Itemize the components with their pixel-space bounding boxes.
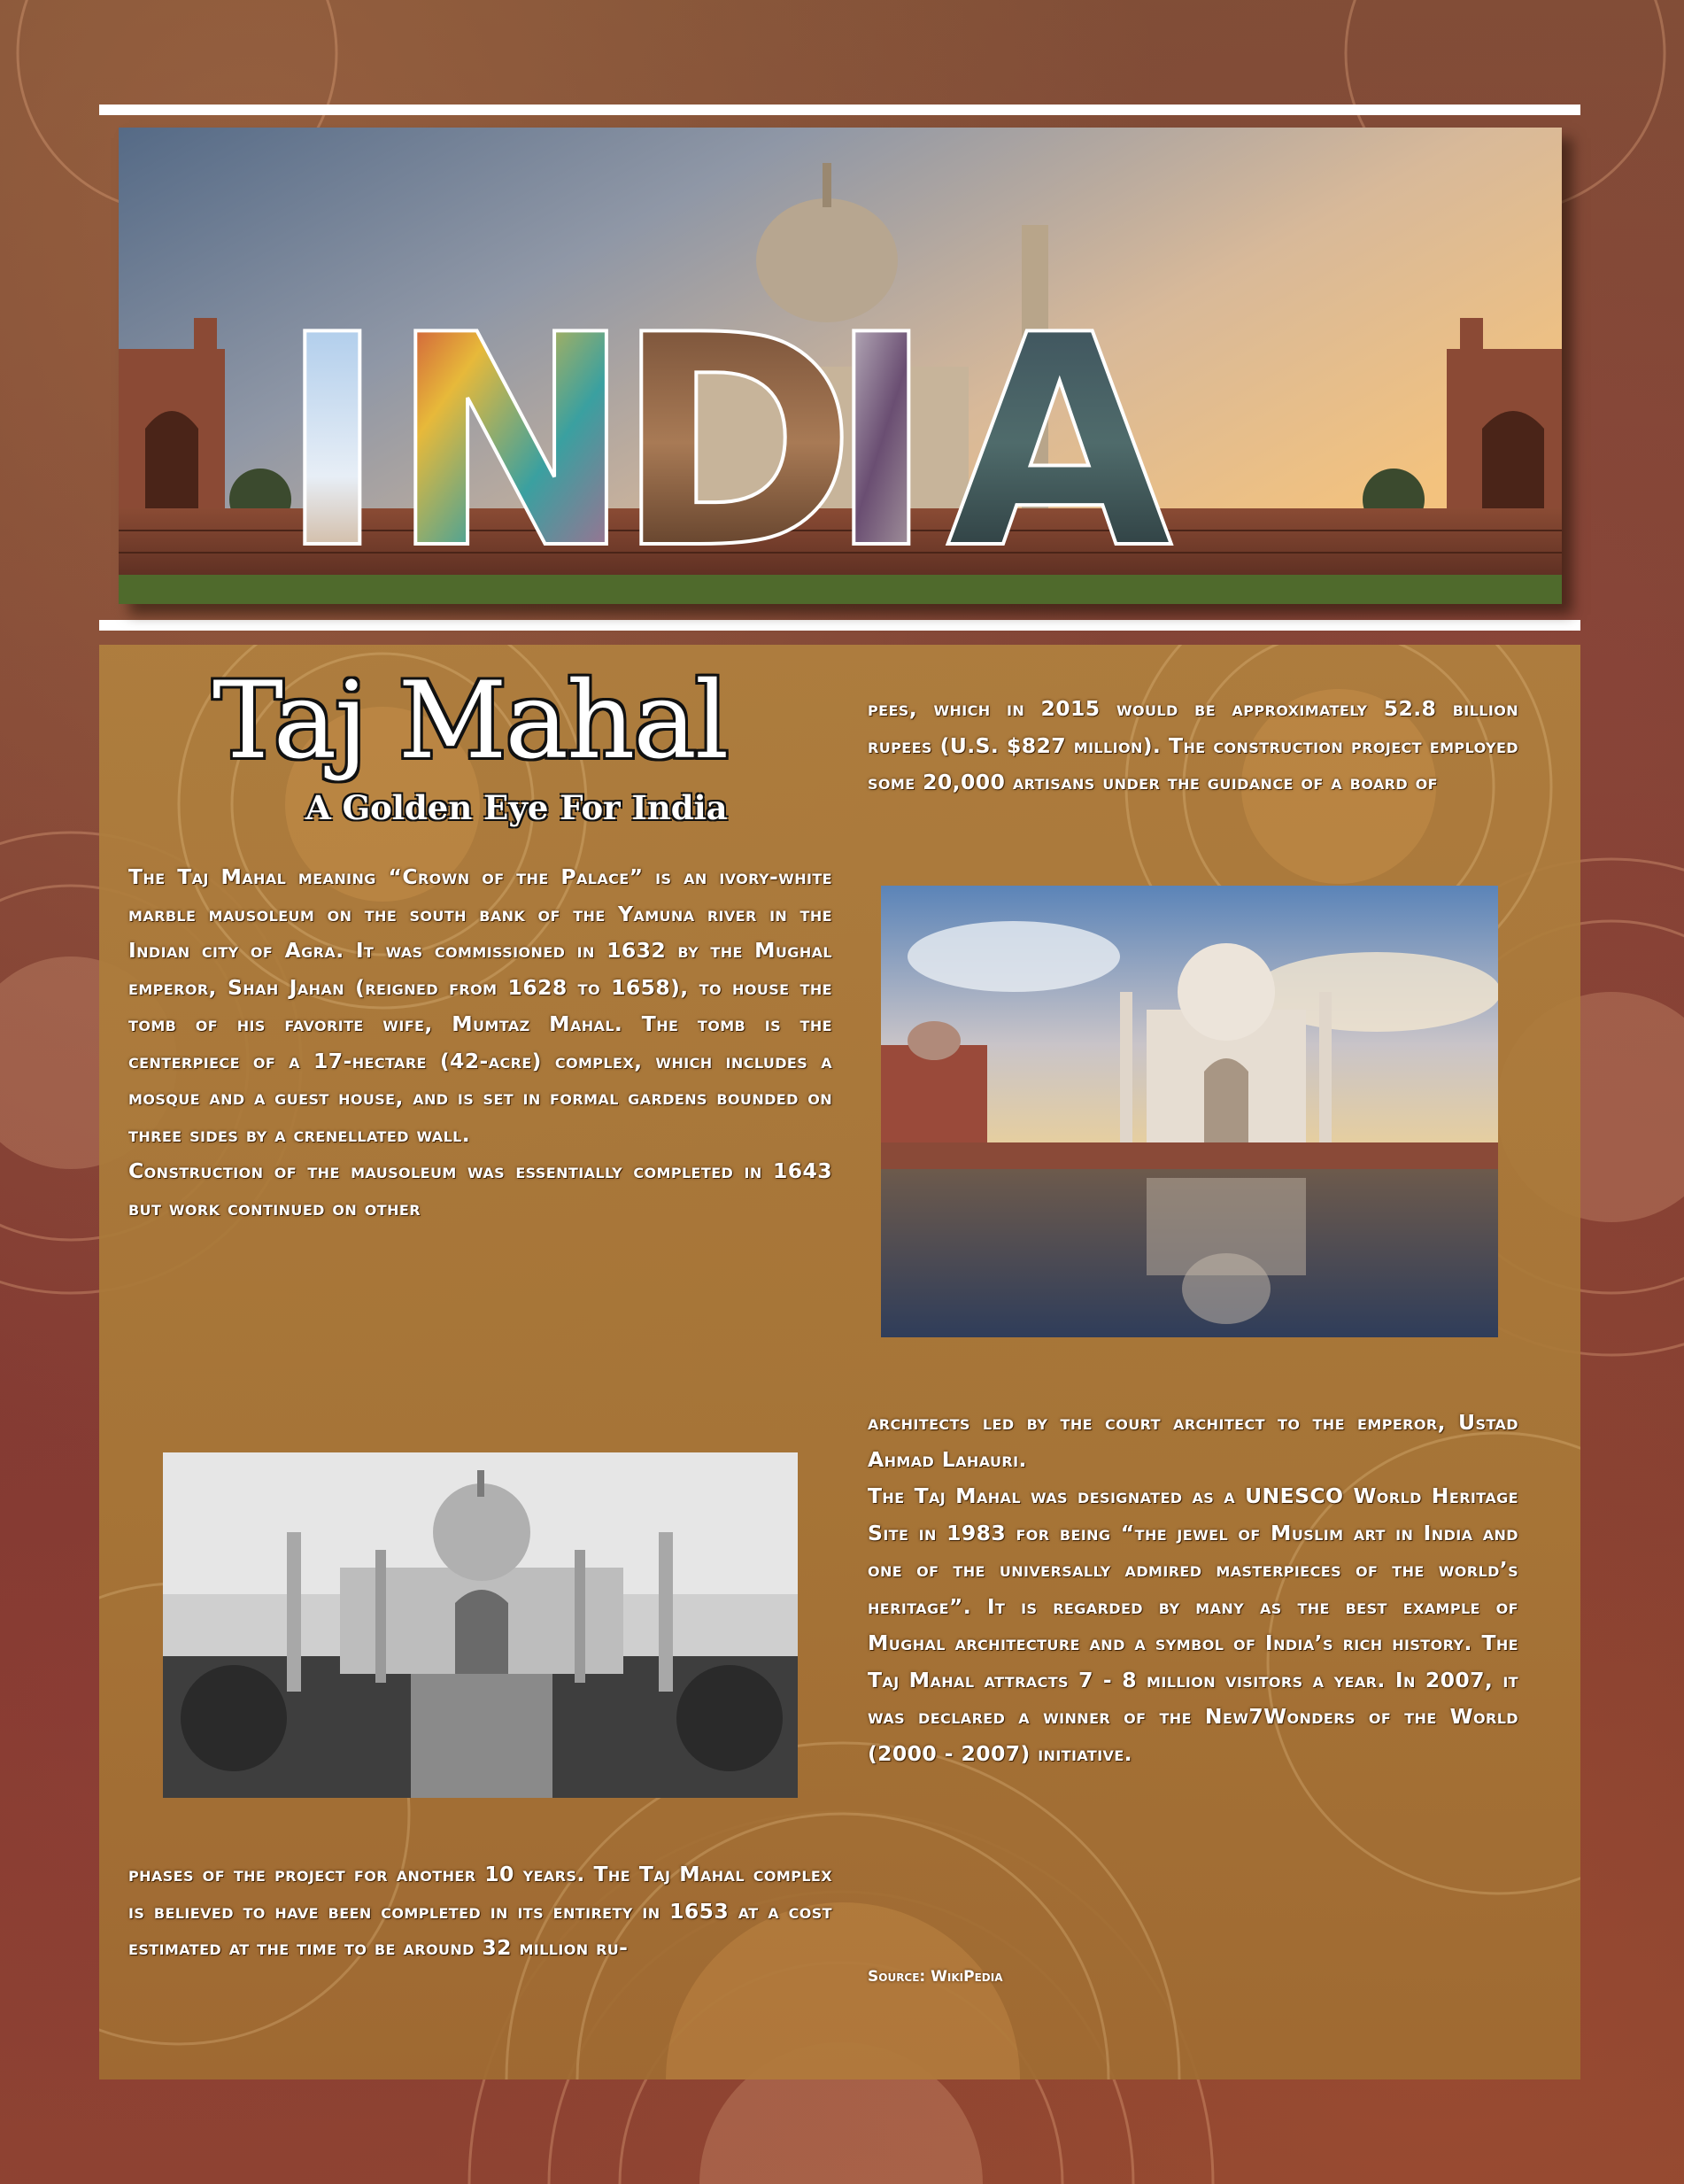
taj-mahal-reflection-photo xyxy=(881,886,1498,1337)
article-title: Taj Mahal xyxy=(212,660,728,783)
paragraph-construction: Construction of the mausoleum was essentially completed in 1643 but work continued on other xyxy=(128,1158,832,1220)
paragraph-unesco: The Taj Mahal was designated as a UNESCO World Heritage Site in 1983 for being “the jewel of Muslim art in India and one of the universally admired masterpieces of the world’s heritage”. It is regarded by many as the best example of Mughal architecture and a symbol of India’s rich history. The Taj Mahal attracts 7 - 8 million visitors a year. In 2007, it was declared a winner of the New7Wonders of the World (2000 - 2007) initiative. xyxy=(868,1483,1518,1766)
column-one-bottom-text xyxy=(128,1856,832,1967)
india-banner-graphic xyxy=(119,128,1562,604)
india-banner xyxy=(119,128,1562,604)
banner-letter-d: D xyxy=(614,273,857,604)
column-one-top-text xyxy=(128,859,832,1227)
paragraph-intro: The Taj Mahal meaning “Crown of the Palace” is an ivory-white marble mausoleum on the south bank of the Yamuna river in the Indian city of Agra. It was commissioned in 1632 by the Mughal emperor, Shah Jahan (reigned from 1628 to 1658), to house the tomb of his favorite wife, Mumtaz Mahal. The tomb is the centerpiece of a 17-hectare (42-acre) complex, which includes a mosque and a guest house, and is set in formal gardens bounded on three sides by a crenellated wall. xyxy=(128,864,832,1147)
banner-letter-i-second: I xyxy=(827,273,936,604)
paragraph-architects: architects led by the court architect to the emperor, Ustad Ahmad Lahauri. xyxy=(868,1410,1518,1472)
paragraph-cost: pees, which in 2015 would be approximately 52.8 billion rupees (U.S. $827 million). The construction project employed some 20,000 artisans under the guidance of a board of xyxy=(868,696,1518,794)
column-two-bottom-text xyxy=(868,1405,1518,1772)
banner-top-rule xyxy=(99,105,1580,115)
paragraph-completion: phases of the project for another 10 years. The Taj Mahal complex is believed to have been completed in its entirety in 1653 at a cost estimated at the time to be around 32 million ru- xyxy=(128,1862,832,1960)
source-credit: Source: WikiPedia xyxy=(868,1968,1003,1986)
article-subtitle: A Golden Eye For India xyxy=(305,788,728,827)
historic-taj-mahal-photo xyxy=(163,1452,798,1798)
banner-letter-i: I xyxy=(278,273,387,604)
column-two-top-text xyxy=(868,691,1518,802)
banner-letter-a: A xyxy=(946,273,1173,604)
banner-bottom-rule xyxy=(99,620,1580,631)
banner-letter-n: N xyxy=(389,273,634,604)
